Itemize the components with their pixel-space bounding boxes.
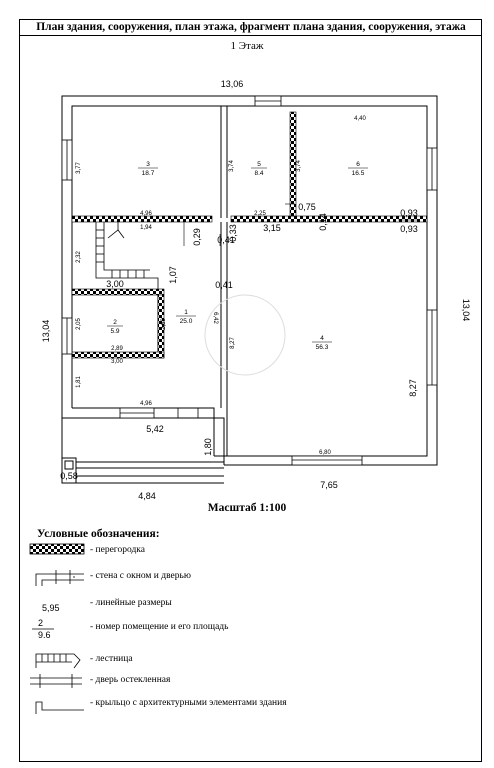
- room-2: [107, 319, 123, 335]
- dim-bottom-left: 4,84: [138, 491, 156, 501]
- legend-area-sample: 9.6: [38, 630, 51, 640]
- dim-033: 0,33: [228, 224, 238, 242]
- dim-041a: 0,41: [217, 235, 235, 245]
- room-6: [348, 161, 368, 177]
- legend-porch-label: - крыльцо с архитектурными элементами здания: [90, 698, 287, 708]
- room-5: [251, 161, 267, 177]
- legend-room-label: - номер помещение и его площадь: [90, 622, 229, 632]
- dim-porch-depth: 1,80: [203, 438, 213, 456]
- svg-text:5: 5: [257, 161, 261, 168]
- dim-bottom-right: 7,65: [320, 480, 338, 490]
- sdim-205: 2,05: [76, 318, 82, 330]
- legend-wall-label: - стена с окном и дверью: [90, 571, 191, 581]
- sdim-827: 8,27: [230, 337, 236, 349]
- room-4: [312, 335, 332, 351]
- dim-093b: 0,93: [400, 224, 418, 234]
- sdim-289b: 2,89: [111, 346, 123, 352]
- sdim-181: 1,81: [76, 376, 82, 388]
- dim-315: 3,15: [263, 223, 281, 233]
- svg-text:4: 4: [320, 335, 324, 342]
- legend-symbols: [30, 544, 84, 714]
- partitions: [72, 112, 427, 358]
- svg-text:5.9: 5.9: [110, 328, 120, 335]
- dim-107: 1,07: [168, 266, 178, 284]
- svg-text:16.5: 16.5: [351, 170, 365, 177]
- sdim-496a: 4,96: [140, 211, 152, 217]
- svg-text:3: 3: [146, 161, 150, 168]
- dim-014: 0,14: [318, 213, 328, 231]
- sdim-642: 6,42: [212, 312, 218, 324]
- legend-number-sample: 2: [38, 618, 44, 628]
- legend-glazed-door-label: - дверь остекленная: [90, 675, 171, 685]
- sdim-440: 4,40: [354, 116, 366, 122]
- dim-029: 0,29: [192, 228, 202, 246]
- svg-text:56.3: 56.3: [315, 344, 329, 351]
- room-1: [176, 309, 196, 325]
- svg-text:8.4: 8.4: [254, 170, 264, 177]
- dim-300a: 3,00: [106, 279, 124, 289]
- sdim-232: 2,32: [76, 251, 82, 263]
- svg-text:2: 2: [113, 319, 117, 326]
- sdim-300: 3,00: [111, 359, 123, 365]
- svg-text:1: 1: [184, 309, 188, 316]
- legend-stair-symbol: [36, 654, 80, 668]
- legend-wall-symbol: [36, 570, 84, 586]
- dim-075: 0,75: [298, 202, 316, 212]
- floor-label: 1 Этаж: [230, 40, 264, 52]
- dim-041b: 0,41: [215, 280, 233, 290]
- svg-text:6: 6: [356, 161, 360, 168]
- sdim-289a: 2,89: [161, 318, 167, 330]
- dim-porch-width: 5,42: [146, 424, 164, 434]
- room-3: [138, 161, 158, 177]
- legend-dimension-sample: 5,95: [42, 603, 60, 613]
- scale-label: Масштаб 1:100: [207, 502, 287, 514]
- legend-glazed-door-symbol: [30, 674, 82, 688]
- dim-right-total: 13,04: [461, 298, 471, 322]
- sdim-374b: 3,74: [296, 160, 302, 172]
- sdim-377: 3,77: [76, 162, 82, 174]
- svg-text:25.0: 25.0: [179, 318, 193, 325]
- legend-partition-symbol: [30, 544, 84, 554]
- drawing-title: План здания, сооружения, план этажа, фрагмент плана здания, сооружения, этажа: [36, 21, 466, 33]
- sdim-496b: 4,96: [140, 401, 152, 407]
- dim-porch-step: 0,58: [60, 471, 78, 481]
- dim-top-total: 13,06: [220, 79, 244, 89]
- svg-text:18.7: 18.7: [141, 170, 155, 177]
- legend-partition-label: - перегородка: [90, 545, 145, 555]
- legend-stair-label: - лестница: [90, 654, 133, 664]
- sdim-194: 1,94: [140, 225, 152, 231]
- stamp-circle: [205, 295, 285, 375]
- dim-left-total: 13,04: [41, 319, 51, 343]
- sdim-374a: 3,74: [229, 160, 235, 172]
- legend-dimension-label: - линейные размеры: [90, 598, 172, 608]
- legend-heading: Условные обозначения:: [37, 528, 160, 540]
- dim-093a: 0,93: [400, 208, 418, 218]
- sdim-225: 2,25: [254, 211, 266, 217]
- dim-827: 8,27: [408, 379, 418, 397]
- sdim-680: 6,80: [319, 450, 331, 456]
- legend-porch-symbol: [36, 702, 84, 714]
